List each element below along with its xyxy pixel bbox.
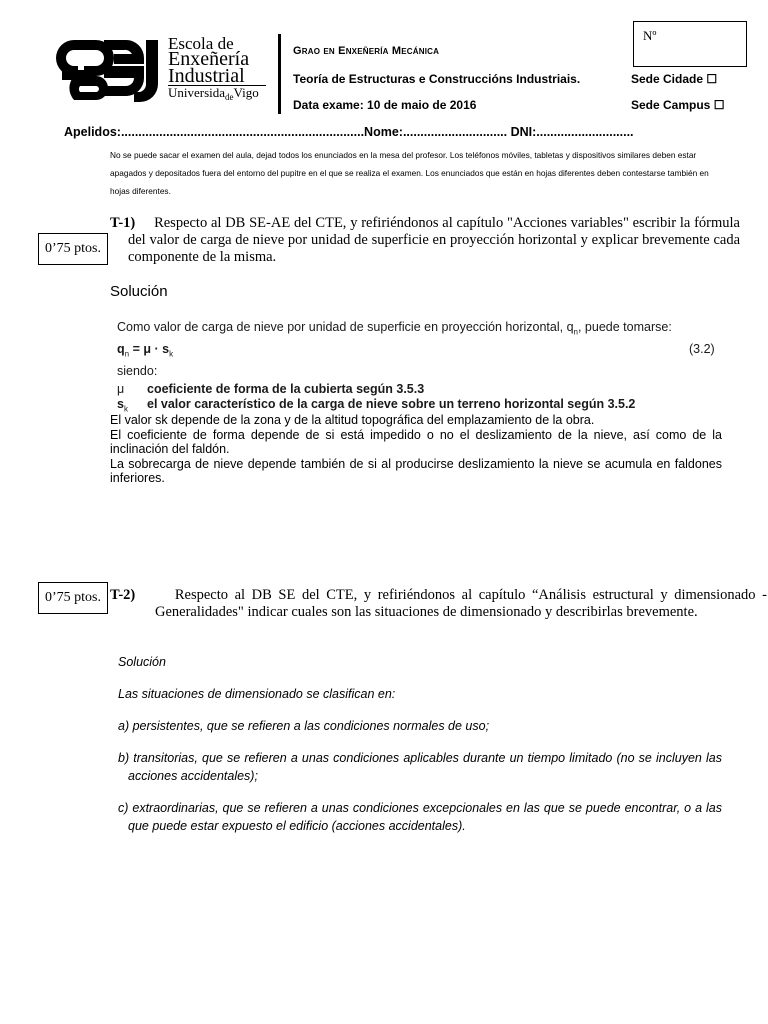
eei-logo-mark-icon [54, 36, 159, 102]
exam-instructions: No se puede sacar el examen del aula, dejad todos los enunciados en la mesa del profesor. Los teléfonos móviles, tabletas y dispositivos similares deben estar apagados y depositados fuera del entorno del pupitre en el que se realiza el examen. Los enunciados que están en hojas diferentes deben contestarse también en hojas diferentes. [110, 150, 709, 196]
q1-solution-label: Solución [110, 283, 168, 300]
q1-answer-para-1: El valor sk depende de la zona y de la altitud topográfica del emplazamiento de la obra. [110, 413, 595, 427]
degree-title: Grao en Enxeñería Mecánica [293, 45, 440, 57]
snow-load-formula: $q_n = \mu \cdot s_k$ [117, 342, 174, 359]
q1-statement [110, 215, 740, 266]
q2-item-c: c) extraordinarias, que se refieren a unas condiciones excepcionales en las que se puede encontrar, o a las que puede estar expuesto el edificio (acciones accidentales). [118, 801, 722, 833]
q2-number: T-2) [110, 587, 136, 603]
school-logo [54, 36, 274, 106]
logo-line-3: Industrial [168, 65, 245, 87]
q2-item-a: a) persistentes, que se refieren a las condiciones normales de uso; [118, 719, 490, 733]
siendo-label: siendo: [117, 364, 158, 378]
q2-text: Respecto al DB SE del CTE, y refiriéndonos al capítulo “Análisis estructural y dimensionado - Generalidades" indicar cuales son las situaciones de dimensionado y describirlas brevemente. [155, 587, 767, 620]
q1-answer-para-2: El coeficiente de forma depende de si está impedido o no el deslizamiento de la nieve, así como de la inclinación del faldón. [110, 428, 722, 456]
q1-number: T-1) [110, 215, 136, 231]
sede-cidade-checkbox[interactable]: Sede Cidade ☐ [631, 72, 718, 86]
logo-line-4: Universida$_{de}$Vigo [168, 85, 266, 104]
q1-points-box: 0’75 ptos. [38, 233, 108, 265]
exam-number-box[interactable] [633, 21, 747, 67]
course-title: Teoría de Estructuras e Construccións Industriais. [293, 72, 581, 86]
q2-points-box: 0’75 ptos. [38, 582, 108, 614]
exam-date: Data exame: 10 de maio de 2016 [293, 98, 477, 112]
mu-definition: μ coeficiente de forma de la cubierta según 3.5.3 [117, 382, 425, 396]
formula-intro: Como valor de carga de nieve por unidad de superficie en proyección horizontal, $q_n$, puede tomarse: [117, 320, 672, 337]
sede-campus-checkbox[interactable]: Sede Campus ☐ [631, 98, 725, 112]
formula-reference: (3.2) [689, 342, 715, 356]
q1-answer-para-3: La sobrecarga de nieve depende también de si al producirse deslizamiento la nieve se acumula en faldones inferiores. [110, 457, 722, 485]
q2-answer-text [118, 653, 722, 849]
q2-statement [110, 587, 767, 621]
header-divider [278, 34, 281, 114]
sk-definition: $s_k$ el valor característico de la carga de nieve sobre un terreno horizontal según 3.5.2 [117, 397, 636, 414]
q2-intro: Las situaciones de dimensionado se clasifican en: [118, 687, 396, 701]
logo-wordmark [168, 36, 266, 104]
logo-line-2: Enxeñería [168, 48, 250, 70]
exam-number-label: Nº [643, 28, 657, 43]
q2-solution-label: Solución [118, 655, 166, 669]
logo-line-1: Escola de [168, 34, 234, 53]
student-identification-line[interactable]: Apelidos:......................................................................Nome:.............................. DNI:............................ [64, 125, 634, 139]
q1-text: Respecto al DB SE-AE del CTE, y refiriéndonos al capítulo "Acciones variables" escribir la fórmula del valor de carga de nieve por unidad de superficie en proyección horizontal y explicar brevemente cada componente de la misma. [128, 215, 740, 265]
q2-item-b: b) transitorias, que se refieren a unas condiciones aplicables durante un tiempo limitado (no se incluyen las acciones accidentales); [118, 751, 722, 783]
q1-answer-text [110, 413, 722, 486]
